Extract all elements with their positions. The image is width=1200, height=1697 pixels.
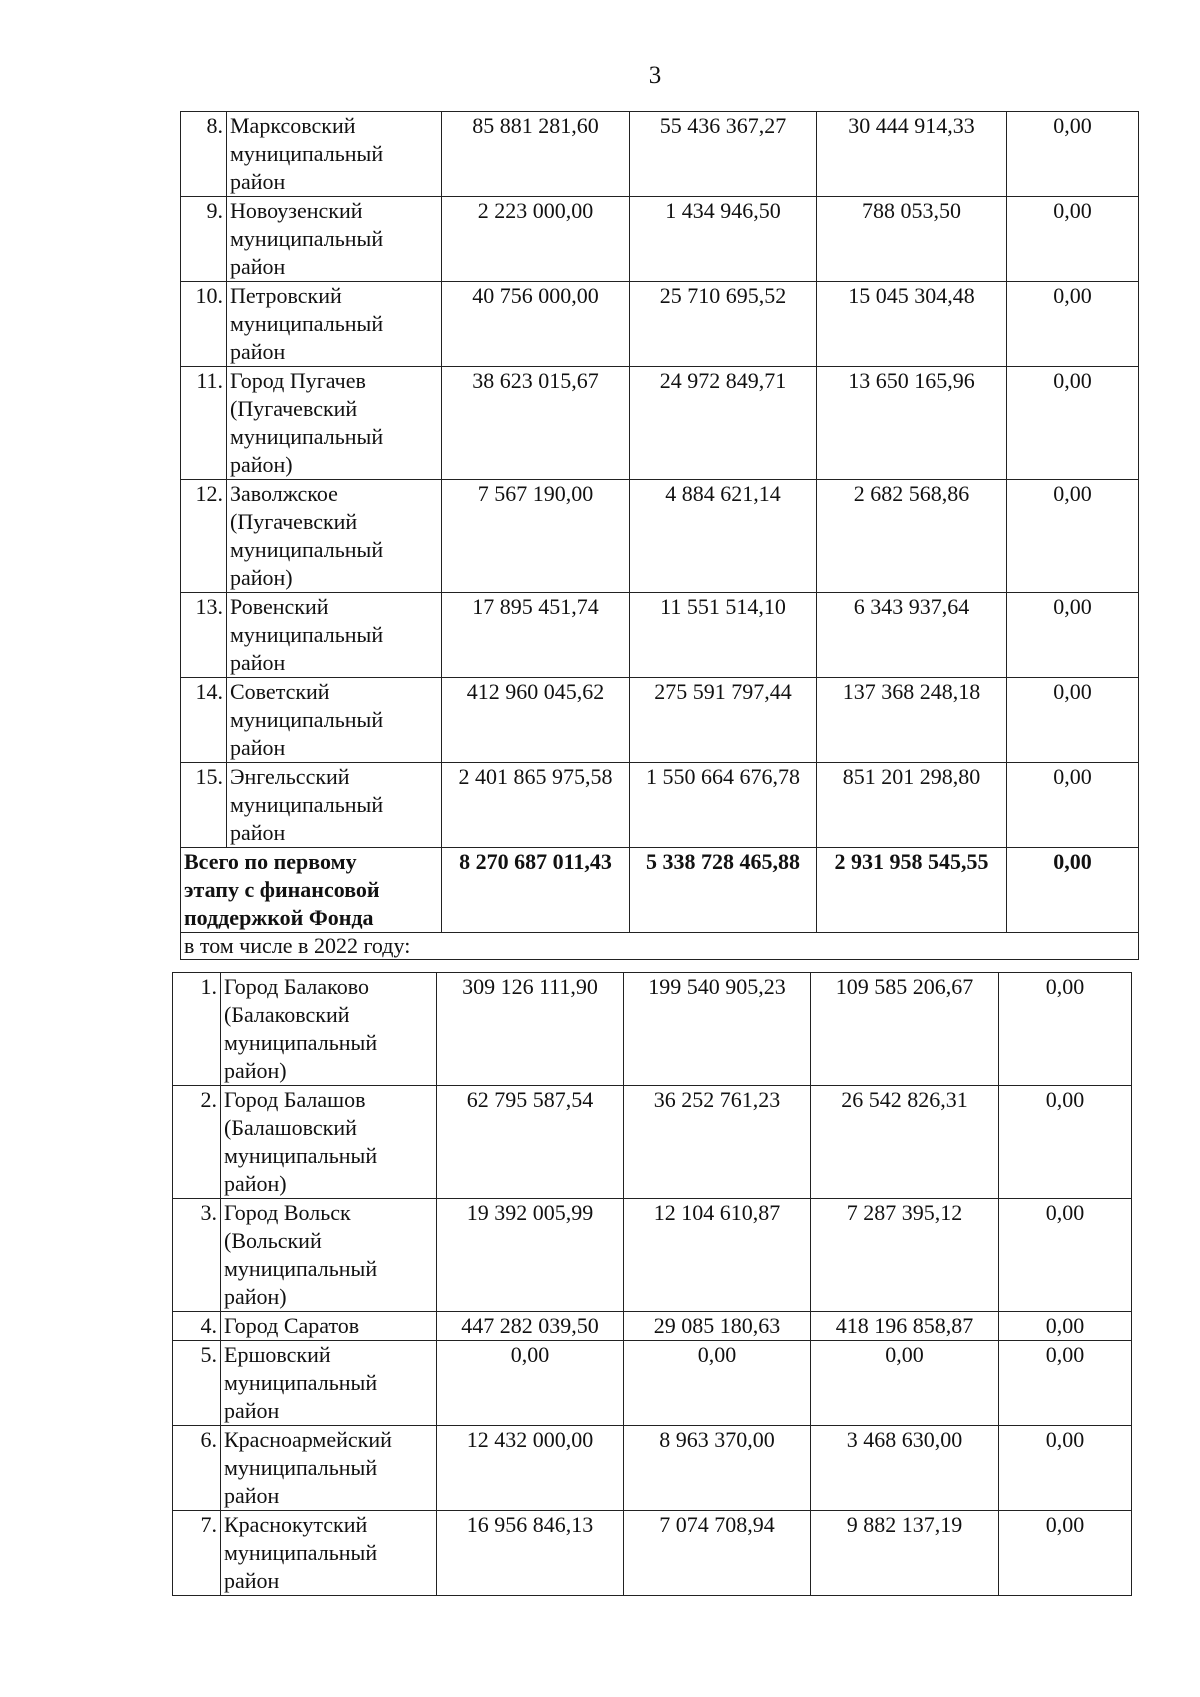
row-number: 9. [181,197,227,282]
total-amount: 447 282 039,50 [437,1312,624,1341]
municipality-name [227,763,442,848]
grand-region-amount: 2 931 958 545,55 [817,848,1007,933]
municipality-name [227,480,442,593]
fund-amount: 36 252 761,23 [624,1086,811,1199]
fund-amount: 275 591 797,44 [630,678,817,763]
local-amount: 0,00 [999,973,1132,1086]
text-line: муниципальный [224,1030,378,1055]
text-line: район [230,169,286,194]
total-amount: 38 623 015,67 [442,367,630,480]
section-label: в том числе в 2022 году: [181,933,1139,960]
total-amount: 2 401 865 975,58 [442,763,630,848]
text-line: муниципальный [230,707,384,732]
total-amount: 85 881 281,60 [442,112,630,197]
region-amount: 13 650 165,96 [817,367,1007,480]
region-amount: 109 585 206,67 [811,973,999,1086]
region-amount: 7 287 395,12 [811,1199,999,1312]
local-amount: 0,00 [1007,367,1139,480]
municipality-name [227,593,442,678]
text-line: муниципальный [230,424,384,449]
total-row [181,848,1139,933]
total-amount: 16 956 846,13 [437,1511,624,1596]
table-row [173,1086,1132,1199]
total-amount: 309 126 111,90 [437,973,624,1086]
region-amount: 851 201 298,80 [817,763,1007,848]
text-line: Марксовский [230,113,356,138]
region-amount: 6 343 937,64 [817,593,1007,678]
municipality-name [227,678,442,763]
region-amount: 418 196 858,87 [811,1312,999,1341]
text-line: Энгельсский [230,764,350,789]
funding-table-bottom [172,972,1132,1596]
text-line: Ровенский [230,594,329,619]
text-line: район) [224,1058,287,1083]
text-line: этапу с финансовой [184,877,380,902]
fund-amount: 0,00 [624,1341,811,1426]
region-amount: 2 682 568,86 [817,480,1007,593]
fund-amount: 25 710 695,52 [630,282,817,367]
text-line: район [230,339,286,364]
text-line: Город Саратов [224,1313,360,1338]
municipality-name [221,1426,437,1511]
text-line: район [224,1483,280,1508]
total-label [181,848,442,933]
municipality-name [221,1199,437,1312]
table-row [181,282,1139,367]
text-line: Советский [230,679,330,704]
text-line: Город Вольск [224,1200,351,1225]
text-line: муниципальный [230,141,384,166]
local-amount: 0,00 [1007,763,1139,848]
text-line: поддержкой Фонда [184,905,374,930]
text-line: муниципальный [230,622,384,647]
municipality-name [221,1312,437,1341]
fund-amount: 199 540 905,23 [624,973,811,1086]
text-line: муниципальный [230,792,384,817]
row-number: 4. [173,1312,221,1341]
municipality-name [221,973,437,1086]
text-line: муниципальный [224,1455,378,1480]
municipality-name [221,1086,437,1199]
text-line: район [224,1398,280,1423]
row-number: 3. [173,1199,221,1312]
text-line: Новоузенский [230,198,363,223]
row-number: 15. [181,763,227,848]
local-amount: 0,00 [999,1199,1132,1312]
table-row [173,1199,1132,1312]
table-bottom-body [173,973,1132,1596]
text-line: Краснокутский [224,1512,368,1537]
total-amount: 17 895 451,74 [442,593,630,678]
local-amount: 0,00 [1007,593,1139,678]
funding-table-top [180,111,1139,960]
text-line: муниципальный [224,1370,378,1395]
fund-amount: 4 884 621,14 [630,480,817,593]
local-amount: 0,00 [1007,282,1139,367]
total-amount: 19 392 005,99 [437,1199,624,1312]
table-row [173,1341,1132,1426]
text-line: Город Пугачев [230,368,366,393]
text-line: (Балашовский [224,1115,357,1140]
text-line: муниципальный [230,311,384,336]
total-amount: 40 756 000,00 [442,282,630,367]
row-number: 8. [181,112,227,197]
region-amount: 0,00 [811,1341,999,1426]
row-number: 10. [181,282,227,367]
text-line: Красноармейский [224,1427,392,1452]
fund-amount: 1 550 664 676,78 [630,763,817,848]
text-line: Город Балашов [224,1087,366,1112]
row-number: 7. [173,1511,221,1596]
total-amount: 62 795 587,54 [437,1086,624,1199]
text-line: (Вольский [224,1228,322,1253]
region-amount: 788 053,50 [817,197,1007,282]
local-amount: 0,00 [1007,112,1139,197]
total-amount: 2 223 000,00 [442,197,630,282]
total-amount: 12 432 000,00 [437,1426,624,1511]
text-line: район) [224,1171,287,1196]
grand-total-amount: 8 270 687 011,43 [442,848,630,933]
municipality-name [221,1511,437,1596]
local-amount: 0,00 [1007,678,1139,763]
fund-amount: 7 074 708,94 [624,1511,811,1596]
fund-amount: 55 436 367,27 [630,112,817,197]
local-amount: 0,00 [999,1341,1132,1426]
text-line: район) [230,565,293,590]
text-line: район) [224,1284,287,1309]
total-amount: 7 567 190,00 [442,480,630,593]
text-line: Всего по первому [184,849,357,874]
table-row [173,1426,1132,1511]
region-amount: 137 368 248,18 [817,678,1007,763]
row-number: 13. [181,593,227,678]
table-row [181,480,1139,593]
text-line: муниципальный [224,1256,378,1281]
region-amount: 26 542 826,31 [811,1086,999,1199]
text-line: (Балаковский [224,1002,350,1027]
total-amount: 0,00 [437,1341,624,1426]
fund-amount: 29 085 180,63 [624,1312,811,1341]
row-number: 1. [173,973,221,1086]
municipality-name [227,197,442,282]
table-row [173,1511,1132,1596]
text-line: Ершовский [224,1342,331,1367]
row-number: 5. [173,1341,221,1426]
text-line: муниципальный [224,1143,378,1168]
row-number: 2. [173,1086,221,1199]
fund-amount: 1 434 946,50 [630,197,817,282]
row-number: 14. [181,678,227,763]
region-amount: 30 444 914,33 [817,112,1007,197]
grand-fund-amount: 5 338 728 465,88 [630,848,817,933]
text-line: муниципальный [224,1540,378,1565]
table-row [181,197,1139,282]
table-row [181,593,1139,678]
fund-amount: 8 963 370,00 [624,1426,811,1511]
municipality-name [221,1341,437,1426]
local-amount: 0,00 [999,1511,1132,1596]
text-line: район [230,735,286,760]
text-line: (Пугачевский [230,509,358,534]
municipality-name [227,282,442,367]
region-amount: 3 468 630,00 [811,1426,999,1511]
local-amount: 0,00 [999,1086,1132,1199]
table-row [181,367,1139,480]
text-line: Петровский [230,283,342,308]
municipality-name [227,367,442,480]
text-line: (Пугачевский [230,396,358,421]
text-line: муниципальный [230,537,384,562]
section-row [181,933,1139,960]
municipality-name [227,112,442,197]
local-amount: 0,00 [999,1426,1132,1511]
text-line: Заволжское [230,481,338,506]
row-number: 6. [173,1426,221,1511]
text-line: район [230,254,286,279]
fund-amount: 24 972 849,71 [630,367,817,480]
row-number: 12. [181,480,227,593]
text-line: район [230,650,286,675]
text-line: муниципальный [230,226,384,251]
fund-amount: 12 104 610,87 [624,1199,811,1312]
local-amount: 0,00 [999,1312,1132,1341]
grand-local-amount: 0,00 [1007,848,1139,933]
table-row [181,678,1139,763]
table-row [181,763,1139,848]
table-top-body [181,112,1139,960]
row-number: 11. [181,367,227,480]
local-amount: 0,00 [1007,197,1139,282]
fund-amount: 11 551 514,10 [630,593,817,678]
text-line: район) [230,452,293,477]
table-row [173,1312,1132,1341]
local-amount: 0,00 [1007,480,1139,593]
region-amount: 9 882 137,19 [811,1511,999,1596]
region-amount: 15 045 304,48 [817,282,1007,367]
text-line: район [230,820,286,845]
text-line: Город Балаково [224,974,369,999]
table-row [173,973,1132,1086]
text-line: район [224,1568,280,1593]
table-row [181,112,1139,197]
total-amount: 412 960 045,62 [442,678,630,763]
page-number: 3 [648,62,662,89]
